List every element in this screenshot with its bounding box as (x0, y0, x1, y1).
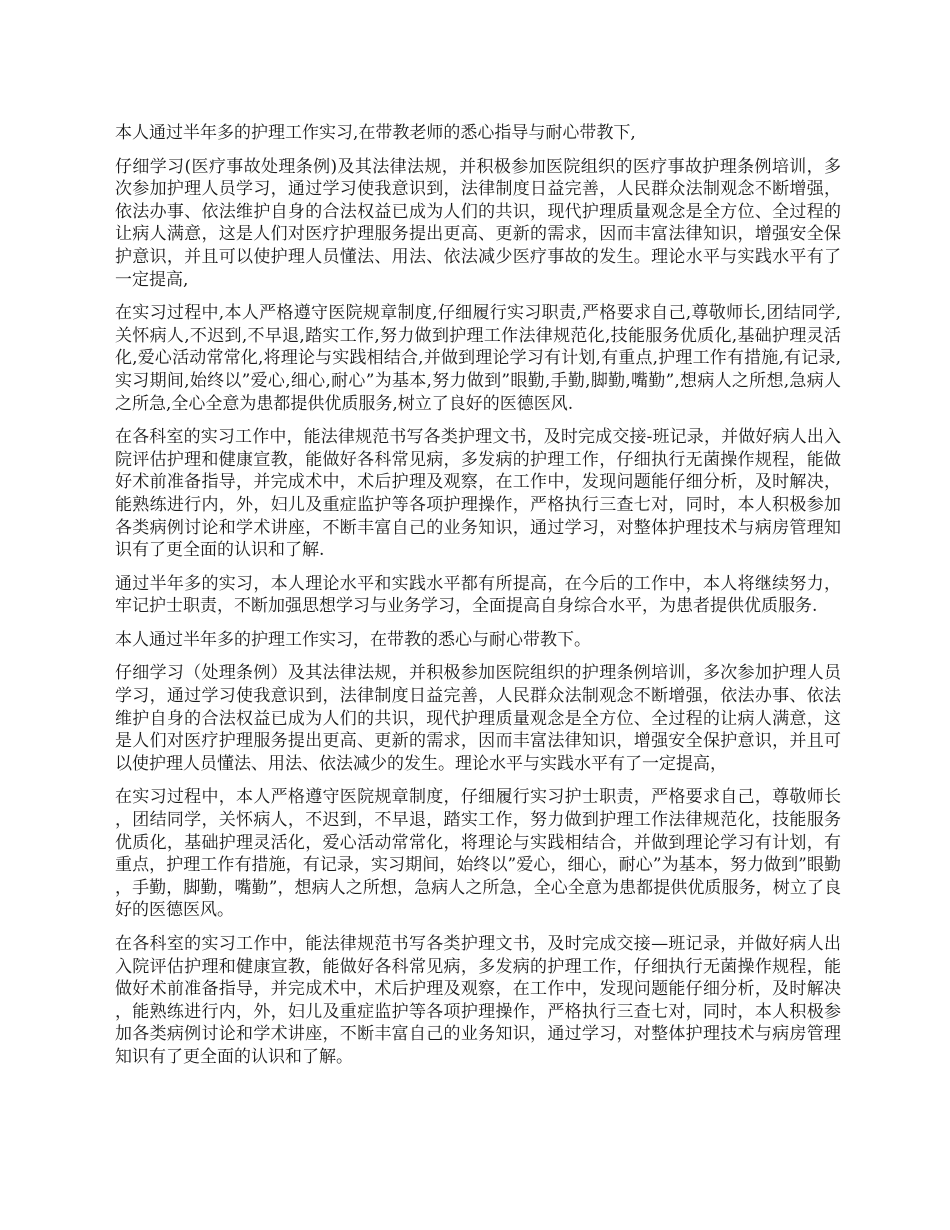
paragraph-4: 在各科室的实习工作中，能法律规范书写各类护理文书，及时完成交接-班记录，并做好病人出入院评估护理和健康宣教，能做好各科常见病，多发病的护理工作，仔细执行无菌操作规程，能做好术前准备指导，并完成术中，术后护理及观察，在工作中，发现问题能仔细分析，及时解决，能熟练进行内，外，妇儿及重症监护等各项护理操作，严格执行三查七对，同时，本人积极参加各类病例讨论和学术讲座，不断丰富自己的业务知识，通过学习，对整体护理技术与病房管理知识有了更全面的认识和了解. (115, 427, 841, 561)
paragraph-3: 在实习过程中,本人严格遵守医院规章制度,仔细履行实习职责,严格要求自己,尊敬师长,团结同学,关怀病人,不迟到,不早退,踏实工作,努力做到护理工作法律规范化,技能服务优质化,基础护理灵活化,爱心活动常常化,将理论与实践相结合,并做到理论学习有计划,有重点,护理工作有措施,有记录,实习期间,始终以”爱心,细心,耐心”为基本,努力做到”眼勤,手勤,脚勤,嘴勤”,想病人之所想,急病人之所急,全心全意为患都提供优质服务,树立了良好的医德医风. (115, 303, 841, 414)
paragraph-1: 本人通过半年多的护理工作实习,在带教老师的悉心指导与耐心带教下, (115, 123, 636, 143)
document-body (115, 122, 841, 1080)
paragraph-7: 仔细学习（处理条例）及其法律法规，并积极参加医院组织的护理条例培训，多次参加护理人员学习，通过学习使我意识到，法律制度日益完善，人民群众法制观念不断增强，依法办事、依法维护自身的合法权益已成为人们的共识，现代护理质量观念是全方位、全过程的让病人满意，这是人们对医疗护理服务提出更高、更新的需求，因而丰富法律知识，增强安全保护意识，并且可以使护理人员懂法、用法、依法减少的发生。理论水平与实践水平有了一定提高， (115, 663, 841, 774)
paragraph-8: 在实习过程中，本人严格遵守医院规章制度，仔细履行实习护士职责，严格要求自己，尊敬师长，团结同学，关怀病人，不迟到，不早退，踏实工作，努力做到护理工作法律规范化，技能服务优质化，基础护理灵活化，爱心活动常常化，将理论与实践相结合，并做到理论学习有计划，有重点，护理工作有措施，有记录，实习期间，始终以”爱心，细心，耐心”为基本，努力做到”眼勤，手勤，脚勤，嘴勤”，想病人之所想，急病人之所急，全心全意为患都提供优质服务，树立了良好的医德医风。 (115, 787, 841, 921)
paragraph-5: 通过半年多的实习，本人理论水平和实践水平都有所提高，在今后的工作中，本人将继续努力，牢记护士职责，不断加强思想学习与业务学习，全面提高自身综合水平，为患者提供优质服务. (115, 573, 841, 617)
paragraph-6: 本人通过半年多的护理工作实习，在带教的悉心与耐心带教下。 (115, 629, 591, 650)
paragraph-9: 在各科室的实习工作中，能法律规范书写各类护理文书，及时完成交接—班记录，并做好病人出入院评估护理和健康宣教，能做好各科常见病，多发病的护理工作，仔细执行无菌操作规程，能做好术前准备指导，并完成术中，术后护理及观察，在工作中，发现问题能仔细分析，及时解决，能熟练进行内，外，妇儿及重症监护等各项护理操作，严格执行三查七对，同时，本人积极参加各类病例讨论和学术讲座，不断丰富自己的业务知识，通过学习，对整体护理技术与病房管理知识有了更全面的认识和了解。 (115, 934, 841, 1067)
paragraph-2: 仔细学习(医疗事故处理条例)及其法律法规，并积极参加医院组织的医疗事故护理条例培训，多次参加护理人员学习，通过学习使我意识到，法律制度日益完善，人民群众法制观念不断增强，依法办事、依法维护自身的合法权益已成为人们的共识，现代护理质量观念是全方位、全过程的让病人满意，这是人们对医疗护理服务提出更高、更新的需求，因而丰富法律知识，增强安全保护意识，并且可以使护理人员懂法、用法、依法减少医疗事故的发生。理论水平与实践水平有了一定提高, (115, 156, 841, 290)
